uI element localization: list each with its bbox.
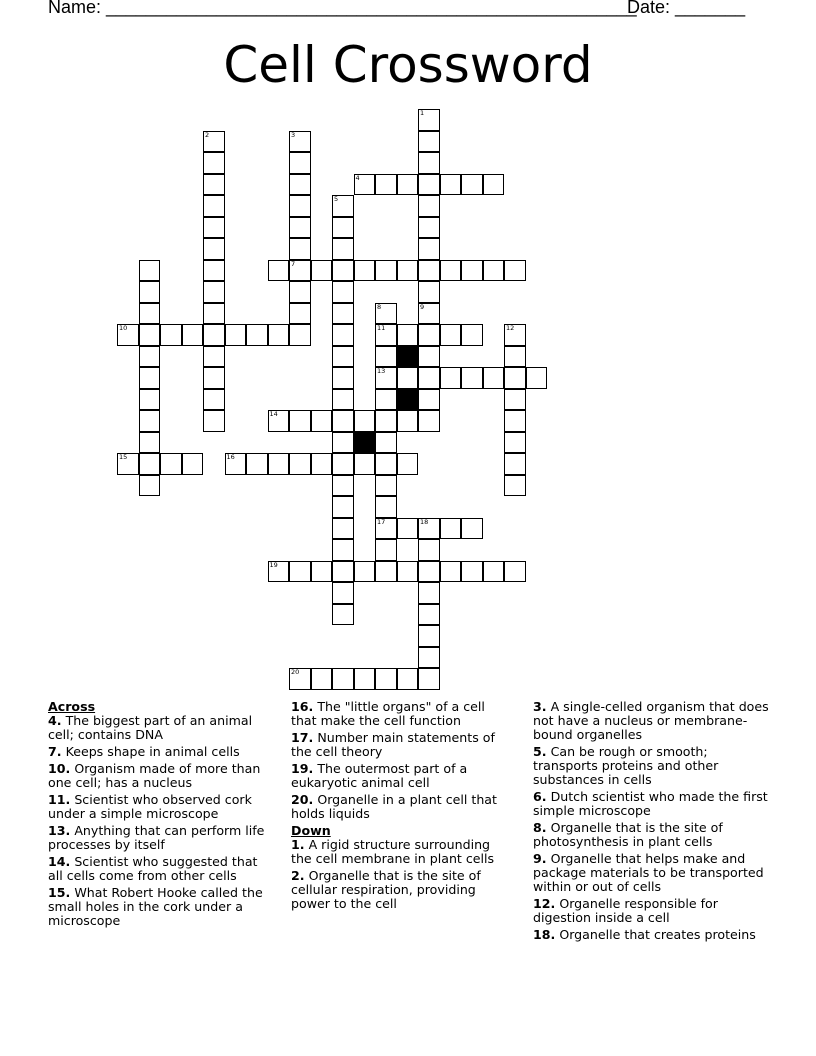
crossword-cell[interactable] bbox=[268, 561, 290, 583]
clue bbox=[291, 869, 511, 911]
clue-number: 15 bbox=[119, 453, 128, 461]
clue bbox=[48, 745, 273, 759]
crossword-cell[interactable] bbox=[375, 453, 397, 475]
crossword-cell[interactable] bbox=[375, 174, 397, 196]
clue-text: Scientist who observed cork under a simple microscope bbox=[48, 792, 252, 821]
crossword-cell[interactable] bbox=[483, 260, 505, 282]
crossword-cell[interactable] bbox=[139, 389, 161, 411]
crossword-cell[interactable] bbox=[397, 518, 419, 540]
crossword-cell[interactable] bbox=[418, 625, 440, 647]
crossword-cell[interactable] bbox=[203, 152, 225, 174]
clue-text: A rigid structure surrounding the cell membrane in plant cells bbox=[291, 837, 495, 866]
crossword-cell[interactable] bbox=[289, 174, 311, 196]
crossword-cell[interactable] bbox=[289, 410, 311, 432]
crossword-cell[interactable] bbox=[139, 260, 161, 282]
clue-number: 4 bbox=[355, 173, 360, 182]
crossword-cell[interactable] bbox=[203, 217, 225, 239]
clue bbox=[533, 897, 773, 925]
crossword-cell[interactable] bbox=[246, 324, 268, 346]
clue-number: 16. bbox=[291, 699, 314, 714]
crossword-cell[interactable] bbox=[504, 260, 526, 282]
clue-text: Organelle in a plant cell that holds liquids bbox=[291, 792, 497, 821]
clue-number: 1. bbox=[291, 837, 305, 852]
crossword-cell[interactable] bbox=[504, 475, 526, 497]
crossword-cell[interactable] bbox=[332, 346, 354, 368]
crossword-cell[interactable] bbox=[461, 367, 483, 389]
crossword-cell[interactable] bbox=[375, 324, 397, 346]
crossword-cell[interactable] bbox=[375, 303, 397, 325]
clue-number: 3. bbox=[533, 699, 547, 714]
crossword-cell[interactable] bbox=[332, 539, 354, 561]
crossword-cell[interactable] bbox=[461, 174, 483, 196]
crossword-cell[interactable] bbox=[461, 518, 483, 540]
crossword-cell[interactable] bbox=[117, 324, 139, 346]
crossword-cell[interactable] bbox=[504, 453, 526, 475]
clue bbox=[533, 745, 773, 787]
crossword-cell[interactable] bbox=[397, 367, 419, 389]
crossword-cell[interactable] bbox=[160, 324, 182, 346]
name-line[interactable]: Name: _____________________________________________________ bbox=[48, 0, 637, 17]
crossword-cell[interactable] bbox=[139, 346, 161, 368]
crossword-cell[interactable] bbox=[504, 561, 526, 583]
crossword-cell[interactable] bbox=[203, 131, 225, 153]
crossword-cell[interactable] bbox=[418, 195, 440, 217]
crossword-cell[interactable] bbox=[354, 174, 376, 196]
crossword-cell[interactable] bbox=[418, 174, 440, 196]
crossword-cell[interactable] bbox=[354, 668, 376, 690]
crossword-cell[interactable] bbox=[139, 281, 161, 303]
clue bbox=[533, 928, 773, 942]
clue-text: Organelle responsible for digestion inside a cell bbox=[533, 896, 718, 925]
clue-number: 14. bbox=[48, 854, 71, 869]
crossword-cell[interactable] bbox=[225, 453, 247, 475]
clue-text: Can be rough or smooth; transports proteins and other substances in cells bbox=[533, 744, 719, 787]
crossword-cell[interactable] bbox=[332, 324, 354, 346]
crossword-cell[interactable] bbox=[203, 410, 225, 432]
crossword-cell[interactable] bbox=[332, 195, 354, 217]
clue-text: Scientist who suggested that all cells come from other cells bbox=[48, 854, 258, 883]
clue-number: 19 bbox=[269, 560, 278, 569]
clue bbox=[533, 790, 773, 818]
crossword-cell[interactable] bbox=[268, 410, 290, 432]
crossword-cell[interactable] bbox=[289, 324, 311, 346]
crossword-cell[interactable] bbox=[289, 152, 311, 174]
crossword-cell[interactable] bbox=[397, 668, 419, 690]
crossword-cell[interactable] bbox=[418, 582, 440, 604]
clue-text: Organism made of more than one cell; has a nucleus bbox=[48, 761, 261, 790]
clue-number: 10 bbox=[119, 324, 128, 332]
crossword-cell[interactable] bbox=[504, 410, 526, 432]
crossword-cell[interactable] bbox=[289, 131, 311, 153]
clue-number: 11 bbox=[377, 324, 386, 332]
crossword-cell[interactable] bbox=[418, 260, 440, 282]
crossword-cell[interactable] bbox=[332, 281, 354, 303]
clue bbox=[533, 852, 773, 894]
crossword-cell[interactable] bbox=[418, 324, 440, 346]
clue-number: 8 bbox=[377, 302, 382, 311]
crossword-cell[interactable] bbox=[311, 410, 333, 432]
crossword-cell[interactable] bbox=[418, 346, 440, 368]
clue-number: 18 bbox=[420, 517, 429, 526]
clue-number: 17 bbox=[377, 517, 386, 526]
crossword-cell[interactable] bbox=[418, 561, 440, 583]
crossword-cell[interactable] bbox=[418, 668, 440, 690]
clue-number: 16 bbox=[226, 453, 235, 461]
crossword-cell[interactable] bbox=[203, 238, 225, 260]
crossword-cell[interactable] bbox=[526, 367, 548, 389]
crossword-cell[interactable] bbox=[289, 561, 311, 583]
crossword-cell[interactable] bbox=[289, 281, 311, 303]
clue-number: 2. bbox=[291, 868, 305, 883]
crossword-cell[interactable] bbox=[268, 324, 290, 346]
crossword-cell[interactable] bbox=[418, 217, 440, 239]
clue-number: 4. bbox=[48, 713, 62, 728]
crossword-cell[interactable] bbox=[289, 453, 311, 475]
crossword-cell[interactable] bbox=[418, 367, 440, 389]
crossword-cell[interactable] bbox=[311, 668, 333, 690]
clue-number: 8. bbox=[533, 820, 547, 835]
crossword-cell[interactable] bbox=[332, 453, 354, 475]
crossword-cell[interactable] bbox=[375, 367, 397, 389]
crossword-cell[interactable] bbox=[160, 453, 182, 475]
across-clue-list-continued bbox=[291, 700, 511, 821]
clue bbox=[291, 793, 511, 821]
crossword-cell[interactable] bbox=[311, 453, 333, 475]
crossword-cell[interactable] bbox=[289, 195, 311, 217]
crossword-cell[interactable] bbox=[139, 324, 161, 346]
crossword-cell[interactable] bbox=[139, 432, 161, 454]
clue-number: 14 bbox=[269, 410, 278, 418]
clue-number: 5 bbox=[334, 195, 339, 203]
clue-text: The outermost part of a eukaryotic animal cell bbox=[291, 761, 468, 790]
crossword-cell[interactable] bbox=[332, 260, 354, 282]
across-clue-list bbox=[48, 714, 273, 928]
crossword-cell[interactable] bbox=[504, 324, 526, 346]
down-heading: Down bbox=[291, 823, 331, 838]
crossword-cell[interactable] bbox=[203, 346, 225, 368]
clue bbox=[291, 838, 511, 866]
crossword-cell[interactable] bbox=[354, 453, 376, 475]
crossword-cell[interactable] bbox=[375, 668, 397, 690]
crossword-cell[interactable] bbox=[268, 260, 290, 282]
crossword-cell[interactable] bbox=[225, 324, 247, 346]
clue-text: What Robert Hooke called the small holes in the cork under a microscope bbox=[48, 885, 263, 928]
crossword-cell[interactable] bbox=[418, 518, 440, 540]
crossword-cell[interactable] bbox=[483, 561, 505, 583]
black-square bbox=[397, 346, 419, 368]
crossword-cell[interactable] bbox=[418, 281, 440, 303]
crossword-cell[interactable] bbox=[418, 539, 440, 561]
clue-number: 10. bbox=[48, 761, 71, 776]
crossword-cell[interactable] bbox=[332, 367, 354, 389]
clue-text: Organelle that creates proteins bbox=[555, 927, 756, 942]
crossword-cell[interactable] bbox=[440, 324, 462, 346]
clue-text: The biggest part of an animal cell; contains DNA bbox=[48, 713, 253, 742]
date-line[interactable]: Date: _______ bbox=[627, 0, 746, 17]
crossword-cell[interactable] bbox=[332, 582, 354, 604]
crossword-cell[interactable] bbox=[504, 432, 526, 454]
clue bbox=[48, 793, 273, 821]
crossword-cell[interactable] bbox=[375, 410, 397, 432]
down-clue-list bbox=[291, 838, 511, 911]
crossword-cell[interactable] bbox=[354, 561, 376, 583]
crossword-cell[interactable] bbox=[375, 561, 397, 583]
clues-column-2 bbox=[291, 700, 511, 914]
crossword-cell[interactable] bbox=[268, 453, 290, 475]
crossword-cell[interactable] bbox=[182, 324, 204, 346]
clues-column-3 bbox=[533, 700, 773, 945]
crossword-cell[interactable] bbox=[311, 561, 333, 583]
crossword-cell[interactable] bbox=[440, 367, 462, 389]
clue-number: 9. bbox=[533, 851, 547, 866]
crossword-cell[interactable] bbox=[203, 174, 225, 196]
crossword-cell[interactable] bbox=[375, 389, 397, 411]
clue-text: Dutch scientist who made the first simple microscope bbox=[533, 789, 768, 818]
crossword-cell[interactable] bbox=[203, 281, 225, 303]
crossword-cell[interactable] bbox=[203, 389, 225, 411]
clue-text: A single-celled organism that does not have a nucleus or membrane-bound organelles bbox=[533, 699, 769, 742]
clue-number: 20. bbox=[291, 792, 314, 807]
crossword-cell[interactable] bbox=[332, 432, 354, 454]
black-square bbox=[354, 432, 376, 454]
crossword-cell[interactable] bbox=[139, 475, 161, 497]
clue-number: 17. bbox=[291, 730, 314, 745]
clue-number: 13. bbox=[48, 823, 71, 838]
crossword-cell[interactable] bbox=[504, 346, 526, 368]
clue bbox=[533, 700, 773, 742]
clue-number: 18. bbox=[533, 927, 556, 942]
crossword-cell[interactable] bbox=[418, 410, 440, 432]
clue-number: 3 bbox=[291, 130, 296, 139]
crossword-cell[interactable] bbox=[397, 260, 419, 282]
clue-text: Organelle that helps make and package materials to be transported within or out of cells bbox=[533, 851, 764, 894]
crossword-cell[interactable] bbox=[332, 668, 354, 690]
crossword-cell[interactable] bbox=[375, 260, 397, 282]
clue-text: The "little organs" of a cell that make the cell function bbox=[291, 699, 485, 728]
crossword-cell[interactable] bbox=[289, 238, 311, 260]
clue-text: Organelle that is the site of cellular respiration, providing power to the cell bbox=[291, 868, 481, 911]
crossword-cell[interactable] bbox=[289, 217, 311, 239]
crossword-cell[interactable] bbox=[332, 303, 354, 325]
crossword-cell[interactable] bbox=[397, 324, 419, 346]
crossword-cell[interactable] bbox=[461, 561, 483, 583]
clue-number: 12 bbox=[506, 324, 515, 332]
crossword-cell[interactable] bbox=[483, 367, 505, 389]
crossword-cell[interactable] bbox=[418, 303, 440, 325]
clue bbox=[533, 821, 773, 849]
clue bbox=[48, 714, 273, 742]
clue bbox=[291, 700, 511, 728]
crossword-cell[interactable] bbox=[332, 389, 354, 411]
crossword-cell[interactable] bbox=[440, 561, 462, 583]
crossword-cell[interactable] bbox=[332, 518, 354, 540]
crossword-cell[interactable] bbox=[461, 324, 483, 346]
crossword-cell[interactable] bbox=[203, 367, 225, 389]
crossword-cell[interactable] bbox=[203, 195, 225, 217]
crossword-cell[interactable] bbox=[397, 174, 419, 196]
crossword-cell[interactable] bbox=[397, 410, 419, 432]
clue-number: 19. bbox=[291, 761, 314, 776]
clue-text: Organelle that is the site of photosynthesis in plant cells bbox=[533, 820, 723, 849]
down-clue-list-continued bbox=[533, 700, 773, 942]
clue-text: Number main statements of the cell theory bbox=[291, 730, 495, 759]
crossword-cell[interactable] bbox=[397, 561, 419, 583]
crossword-cell[interactable] bbox=[418, 604, 440, 626]
clue-text: Anything that can perform life processes by itself bbox=[48, 823, 265, 852]
crossword-cell[interactable] bbox=[203, 303, 225, 325]
crossword-cell[interactable] bbox=[418, 647, 440, 669]
black-square bbox=[397, 389, 419, 411]
crossword-cell[interactable] bbox=[440, 260, 462, 282]
crossword-cell[interactable] bbox=[117, 453, 139, 475]
crossword-cell[interactable] bbox=[139, 367, 161, 389]
clue-number: 11. bbox=[48, 792, 71, 807]
clue-number: 20 bbox=[291, 668, 300, 676]
clue-number: 2 bbox=[205, 130, 210, 139]
crossword-cell[interactable] bbox=[375, 346, 397, 368]
page-title: Cell Crossword bbox=[223, 36, 593, 94]
crossword-cell[interactable] bbox=[440, 518, 462, 540]
crossword-cell[interactable] bbox=[289, 668, 311, 690]
crossword-cell[interactable] bbox=[139, 410, 161, 432]
crossword-cell[interactable] bbox=[289, 260, 311, 282]
crossword-cell[interactable] bbox=[139, 303, 161, 325]
crossword-cell[interactable] bbox=[332, 217, 354, 239]
across-heading: Across bbox=[48, 699, 96, 714]
clue bbox=[291, 762, 511, 790]
crossword-cell[interactable] bbox=[332, 475, 354, 497]
crossword-cell[interactable] bbox=[332, 410, 354, 432]
clues-column-1 bbox=[48, 700, 273, 931]
crossword-cell[interactable] bbox=[418, 131, 440, 153]
clue-number: 12. bbox=[533, 896, 556, 911]
crossword-cell[interactable] bbox=[311, 260, 333, 282]
crossword-cell[interactable] bbox=[375, 518, 397, 540]
crossword-cell[interactable] bbox=[203, 324, 225, 346]
clue bbox=[48, 824, 273, 852]
clue-number: 5. bbox=[533, 744, 547, 759]
crossword-cell[interactable] bbox=[182, 453, 204, 475]
clue-text: Keeps shape in animal cells bbox=[61, 744, 240, 759]
crossword-cell[interactable] bbox=[289, 303, 311, 325]
clue bbox=[48, 762, 273, 790]
clue bbox=[291, 731, 511, 759]
clue bbox=[48, 886, 273, 928]
crossword-cell[interactable] bbox=[375, 539, 397, 561]
crossword-cell[interactable] bbox=[461, 260, 483, 282]
crossword-cell[interactable] bbox=[397, 453, 419, 475]
crossword-cell[interactable] bbox=[440, 174, 462, 196]
crossword-cell[interactable] bbox=[354, 260, 376, 282]
crossword-cell[interactable] bbox=[418, 152, 440, 174]
clue-number: 6. bbox=[533, 789, 547, 804]
crossword-cell[interactable] bbox=[354, 410, 376, 432]
crossword-cell[interactable] bbox=[246, 453, 268, 475]
clue bbox=[48, 855, 273, 883]
crossword-cell[interactable] bbox=[483, 174, 505, 196]
crossword-cell[interactable] bbox=[504, 389, 526, 411]
crossword-cell[interactable] bbox=[332, 496, 354, 518]
crossword-cell[interactable] bbox=[375, 432, 397, 454]
clue-number: 15. bbox=[48, 885, 71, 900]
clue-number: 7. bbox=[48, 744, 62, 759]
clue-number: 13 bbox=[377, 367, 386, 375]
clue-number: 1 bbox=[420, 109, 425, 117]
crossword-cell[interactable] bbox=[418, 238, 440, 260]
crossword-cell[interactable] bbox=[332, 238, 354, 260]
crossword-cell[interactable] bbox=[504, 367, 526, 389]
clue-number: 7 bbox=[291, 259, 296, 268]
crossword-cell[interactable] bbox=[418, 109, 440, 131]
crossword-cell[interactable] bbox=[375, 496, 397, 518]
clue-number: 9 bbox=[420, 302, 425, 311]
crossword-cell[interactable] bbox=[418, 389, 440, 411]
crossword-cell[interactable] bbox=[375, 475, 397, 497]
crossword-cell[interactable] bbox=[332, 561, 354, 583]
crossword-cell[interactable] bbox=[139, 453, 161, 475]
crossword-cell[interactable] bbox=[332, 604, 354, 626]
crossword-cell[interactable] bbox=[203, 260, 225, 282]
